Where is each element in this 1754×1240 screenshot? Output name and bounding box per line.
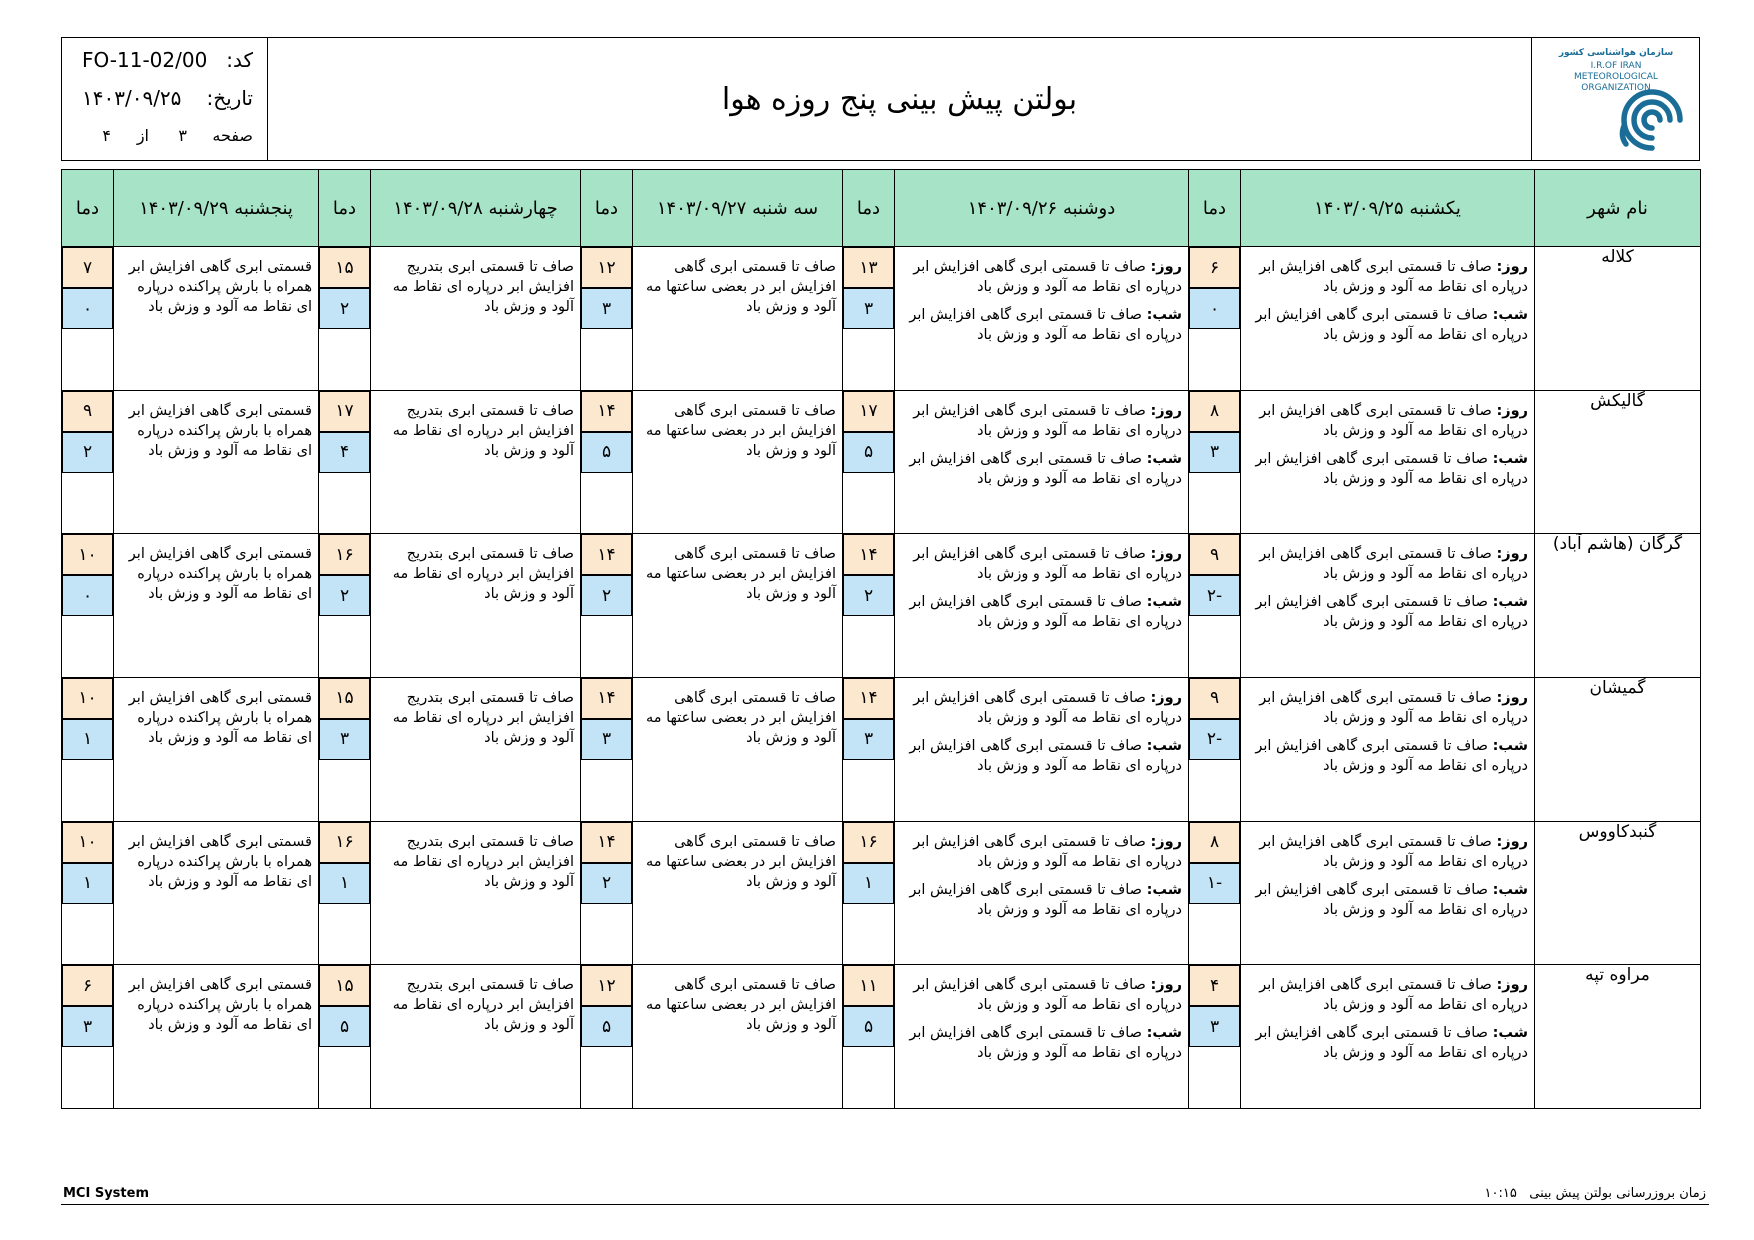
max-temp: ۱۴ [581,822,632,863]
temp-header: دما [843,170,895,247]
day-label: روز: [1150,546,1182,563]
day-label: روز: [1496,689,1528,706]
max-temp: ۱۵ [319,247,370,288]
min-temp: ۵ [843,1006,894,1047]
temp-day5 [62,965,114,1109]
max-temp: ۱۶ [319,822,370,863]
max-temp: ۶ [1189,247,1240,288]
system-name: MCI System [63,1186,149,1201]
min-temp: ۳ [62,1006,113,1047]
max-temp: ۱۶ [319,534,370,575]
temp-day3 [581,534,633,678]
night-label: شب: [1146,881,1182,898]
max-temp: ۶ [62,965,113,1006]
min-temp: ۵ [581,432,632,473]
city-row [62,821,1701,965]
page-number: ۳ [178,126,187,145]
min-temp: -۱ [1189,863,1240,904]
max-temp: ۴ [1189,965,1240,1006]
min-temp: ۴ [319,432,370,473]
night-label: شب: [1146,307,1182,323]
temp-day5 [62,247,114,391]
max-temp: ۹ [1189,534,1240,575]
footer-divider [61,1204,1709,1205]
max-temp: ۱۴ [843,534,894,575]
temp-day3 [581,821,633,965]
forecast-day5: قسمتی ابری گاهی افزایش ابر همراه با بارش پراکنده درپاره ای نقاط مه آلود و وزش باد [114,677,319,821]
swirl-logo-icon [1616,86,1688,154]
date-value: ۱۴۰۳/۰۹/۲۵ [82,86,182,110]
city-column-header: نام شهر [1535,170,1701,247]
min-temp: ۰ [62,288,113,329]
min-temp: ۵ [319,1006,370,1047]
max-temp: ۱۷ [843,391,894,432]
day-label: روز: [1150,689,1182,706]
code-label: کد: [226,48,253,72]
bulletin-header [61,37,1700,161]
day-header: سه شنبه ۱۴۰۳/۰۹/۲۷ [633,170,843,247]
forecast-day5: قسمتی ابری گاهی افزایش ابر همراه با بارش پراکنده درپاره ای نقاط مه آلود و وزش باد [114,965,319,1109]
city-row [62,965,1701,1109]
temp-day1 [1189,965,1241,1109]
city-row [62,677,1701,821]
temp-day1 [1189,677,1241,821]
forecast-day1: روز: صاف تا قسمتی ابری گاهی افزایش ابر درپاره ای نقاط مه آلود و وزش باد شب: صاف تا قسمتی ابری گاهی افزایش ابر درپاره ای نقاط مه آلود و وزش باد [1241,390,1535,534]
temp-day3 [581,965,633,1109]
document-meta [62,38,268,160]
day-label: روز: [1496,402,1528,419]
temp-day5 [62,677,114,821]
temp-day2 [843,247,895,391]
max-temp: ۱۰ [62,534,113,575]
day-header: پنجشنبه ۱۴۰۳/۰۹/۲۹ [114,170,319,247]
forecast-day2: روز: صاف تا قسمتی ابری گاهی افزایش ابر درپاره ای نقاط مه آلود و وزش باد شب: صاف تا قسمتی ابری گاهی افزایش ابر درپاره ای نقاط مه آلود و وزش باد [895,965,1189,1109]
forecast-day3: صاف تا قسمتی ابری گاهی افزایش ابر در بعضی ساعتها مه آلود و وزش باد [633,677,843,821]
night-label: شب: [1492,1025,1528,1042]
temp-day5 [62,534,114,678]
city-row [62,247,1701,391]
forecast-day3: صاف تا قسمتی ابری گاهی افزایش ابر در بعضی ساعتها مه آلود و وزش باد [633,821,843,965]
min-temp: ۱ [843,863,894,904]
max-temp: ۱۶ [843,822,894,863]
forecast-day2: روز: صاف تا قسمتی ابری گاهی افزایش ابر درپاره ای نقاط مه آلود و وزش باد شب: صاف تا قسمتی ابری گاهی افزایش ابر درپاره ای نقاط مه آلود و وزش باد [895,247,1189,391]
max-temp: ۱۴ [581,534,632,575]
night-label: شب: [1146,450,1182,467]
min-temp: ۱ [62,863,113,904]
forecast-table [61,169,1701,1109]
day-header: چهارشنبه ۱۴۰۳/۰۹/۲۸ [371,170,581,247]
min-temp: ۲ [62,432,113,473]
temp-day1 [1189,247,1241,391]
forecast-day3: صاف تا قسمتی ابری گاهی افزایش ابر در بعضی ساعتها مه آلود و وزش باد [633,534,843,678]
temp-day4 [319,965,371,1109]
temp-day3 [581,677,633,821]
page-title: بولتن پیش بینی پنج روزه هوا [721,81,1078,117]
max-temp: ۱۱ [843,965,894,1006]
min-temp: ۲ [319,288,370,329]
min-temp: ۵ [581,1006,632,1047]
min-temp: ۵ [843,432,894,473]
night-label: شب: [1146,1025,1182,1042]
update-label: زمان بروزرسانی بولتن پیش بینی [1529,1186,1706,1201]
forecast-day1: روز: صاف تا قسمتی ابری گاهی افزایش ابر درپاره ای نقاط مه آلود و وزش باد شب: صاف تا قسمتی ابری گاهی افزایش ابر درپاره ای نقاط مه آلود و وزش باد [1241,677,1535,821]
forecast-day3: صاف تا قسمتی ابری گاهی افزایش ابر در بعضی ساعتها مه آلود و وزش باد [633,390,843,534]
code-value: FO-11-02/00 [82,48,208,72]
forecast-day1: روز: صاف تا قسمتی ابری گاهی افزایش ابر درپاره ای نقاط مه آلود و وزش باد شب: صاف تا قسمتی ابری گاهی افزایش ابر درپاره ای نقاط مه آلود و وزش باد [1241,247,1535,391]
min-temp: ۳ [319,719,370,760]
day-label: روز: [1496,977,1528,994]
city-row [62,534,1701,678]
min-temp: ۳ [843,719,894,760]
temp-day2 [843,821,895,965]
night-label: شب: [1492,594,1528,611]
logo-cell [1531,38,1699,160]
forecast-day2: روز: صاف تا قسمتی ابری گاهی افزایش ابر درپاره ای نقاط مه آلود و وزش باد شب: صاف تا قسمتی ابری گاهی افزایش ابر درپاره ای نقاط مه آلود و وزش باد [895,390,1189,534]
forecast-day3: صاف تا قسمتی ابری گاهی افزایش ابر در بعضی ساعتها مه آلود و وزش باد [633,965,843,1109]
logo-fa-text: سازمان هواشناسی کشور [1558,48,1674,58]
city-name: گرگان (هاشم آباد) [1535,534,1701,678]
temp-day2 [843,965,895,1109]
min-temp: ۲ [319,575,370,616]
logo-en-text: I.R.OF IRAN METEOROLOGICAL ORGANIZATION [1574,61,1658,93]
meteorological-organization-logo [1542,44,1690,156]
temp-header: دما [581,170,633,247]
forecast-day1: روز: صاف تا قسمتی ابری گاهی افزایش ابر درپاره ای نقاط مه آلود و وزش باد شب: صاف تا قسمتی ابری گاهی افزایش ابر درپاره ای نقاط مه آلود و وزش باد [1241,965,1535,1109]
temp-day2 [843,534,895,678]
temp-day3 [581,247,633,391]
city-name: کلاله [1535,247,1701,391]
night-label: شب: [1492,737,1528,754]
forecast-day3: صاف تا قسمتی ابری گاهی افزایش ابر در بعضی ساعتها مه آلود و وزش باد [633,247,843,391]
temp-day1 [1189,821,1241,965]
min-temp: ۰ [62,575,113,616]
max-temp: ۱۷ [319,391,370,432]
min-temp: -۲ [1189,719,1240,760]
page-of-label: از [136,126,149,145]
day-label: روز: [1150,833,1182,850]
temp-day2 [843,677,895,821]
temp-header: دما [62,170,114,247]
temp-header: دما [319,170,371,247]
max-temp: ۱۰ [62,678,113,719]
max-temp: ۷ [62,247,113,288]
city-name: مراوه تپه [1535,965,1701,1109]
temp-day4 [319,534,371,678]
forecast-day5: قسمتی ابری گاهی افزایش ابر همراه با بارش پراکنده درپاره ای نقاط مه آلود و وزش باد [114,247,319,391]
max-temp: ۸ [1189,391,1240,432]
temp-day4 [319,247,371,391]
forecast-day4: صاف تا قسمتی ابری بتدریج افزایش ابر درپاره ای نقاط مه آلود و وزش باد [371,821,581,965]
day-header: دوشنبه ۱۴۰۳/۰۹/۲۶ [895,170,1189,247]
forecast-day4: صاف تا قسمتی ابری بتدریج افزایش ابر درپاره ای نقاط مه آلود و وزش باد [371,247,581,391]
night-label: شب: [1492,881,1528,898]
city-name: گنبدکاووس [1535,821,1701,965]
max-temp: ۱۰ [62,822,113,863]
min-temp: ۳ [843,288,894,329]
forecast-day5: قسمتی ابری گاهی افزایش ابر همراه با بارش پراکنده درپاره ای نقاط مه آلود و وزش باد [114,390,319,534]
max-temp: ۱۵ [319,678,370,719]
max-temp: ۱۵ [319,965,370,1006]
max-temp: ۱۴ [843,678,894,719]
min-temp: ۳ [581,288,632,329]
max-temp: ۱۲ [581,247,632,288]
city-name: گمیشان [1535,677,1701,821]
day-label: روز: [1150,259,1182,275]
temp-day5 [62,821,114,965]
page-total: ۴ [102,126,111,145]
max-temp: ۹ [62,391,113,432]
update-info [1485,1186,1706,1201]
min-temp: ۱ [319,863,370,904]
day-label: روز: [1496,546,1528,563]
max-temp: ۱۲ [581,965,632,1006]
forecast-day1: روز: صاف تا قسمتی ابری گاهی افزایش ابر درپاره ای نقاط مه آلود و وزش باد شب: صاف تا قسمتی ابری گاهی افزایش ابر درپاره ای نقاط مه آلود و وزش باد [1241,534,1535,678]
max-temp: ۱۳ [843,247,894,288]
max-temp: ۹ [1189,678,1240,719]
table-header-row [62,170,1701,247]
day-label: روز: [1496,259,1528,275]
max-temp: ۸ [1189,822,1240,863]
temp-day1 [1189,534,1241,678]
temp-day3 [581,390,633,534]
forecast-day4: صاف تا قسمتی ابری بتدریج افزایش ابر درپاره ای نقاط مه آلود و وزش باد [371,677,581,821]
max-temp: ۱۴ [581,678,632,719]
night-label: شب: [1492,450,1528,467]
forecast-day5: قسمتی ابری گاهی افزایش ابر همراه با بارش پراکنده درپاره ای نقاط مه آلود و وزش باد [114,534,319,678]
date-label: تاریخ: [206,86,253,110]
forecast-day4: صاف تا قسمتی ابری بتدریج افزایش ابر درپاره ای نقاط مه آلود و وزش باد [371,965,581,1109]
day-header: یکشنبه ۱۴۰۳/۰۹/۲۵ [1241,170,1535,247]
day-label: روز: [1150,402,1182,419]
forecast-day1: روز: صاف تا قسمتی ابری گاهی افزایش ابر درپاره ای نقاط مه آلود و وزش باد شب: صاف تا قسمتی ابری گاهی افزایش ابر درپاره ای نقاط مه آلود و وزش باد [1241,821,1535,965]
temp-day1 [1189,390,1241,534]
day-label: روز: [1150,977,1182,994]
temp-day4 [319,390,371,534]
min-temp: ۳ [581,719,632,760]
day-label: روز: [1496,833,1528,850]
temp-header: دما [1189,170,1241,247]
min-temp: ۲ [843,575,894,616]
min-temp: ۲ [581,575,632,616]
update-time: ۱۰:۱۵ [1484,1186,1517,1201]
temp-day2 [843,390,895,534]
min-temp: ۰ [1189,288,1240,329]
max-temp: ۱۴ [581,391,632,432]
temp-day4 [319,821,371,965]
city-name: گالیکش [1535,390,1701,534]
min-temp: ۳ [1189,432,1240,473]
forecast-day5: قسمتی ابری گاهی افزایش ابر همراه با بارش پراکنده درپاره ای نقاط مه آلود و وزش باد [114,821,319,965]
temp-day4 [319,677,371,821]
night-label: شب: [1146,737,1182,754]
forecast-day4: صاف تا قسمتی ابری بتدریج افزایش ابر درپاره ای نقاط مه آلود و وزش باد [371,390,581,534]
night-label: شب: [1146,594,1182,611]
temp-day5 [62,390,114,534]
city-row [62,390,1701,534]
page-label: صفحه [212,126,253,145]
min-temp: ۳ [1189,1006,1240,1047]
forecast-day2: روز: صاف تا قسمتی ابری گاهی افزایش ابر درپاره ای نقاط مه آلود و وزش باد شب: صاف تا قسمتی ابری گاهی افزایش ابر درپاره ای نقاط مه آلود و وزش باد [895,534,1189,678]
night-label: شب: [1492,307,1528,323]
forecast-day2: روز: صاف تا قسمتی ابری گاهی افزایش ابر درپاره ای نقاط مه آلود و وزش باد شب: صاف تا قسمتی ابری گاهی افزایش ابر درپاره ای نقاط مه آلود و وزش باد [895,821,1189,965]
min-temp: ۱ [62,719,113,760]
min-temp: -۲ [1189,575,1240,616]
min-temp: ۲ [581,863,632,904]
forecast-day4: صاف تا قسمتی ابری بتدریج افزایش ابر درپاره ای نقاط مه آلود و وزش باد [371,534,581,678]
forecast-day2: روز: صاف تا قسمتی ابری گاهی افزایش ابر درپاره ای نقاط مه آلود و وزش باد شب: صاف تا قسمتی ابری گاهی افزایش ابر درپاره ای نقاط مه آلود و وزش باد [895,677,1189,821]
